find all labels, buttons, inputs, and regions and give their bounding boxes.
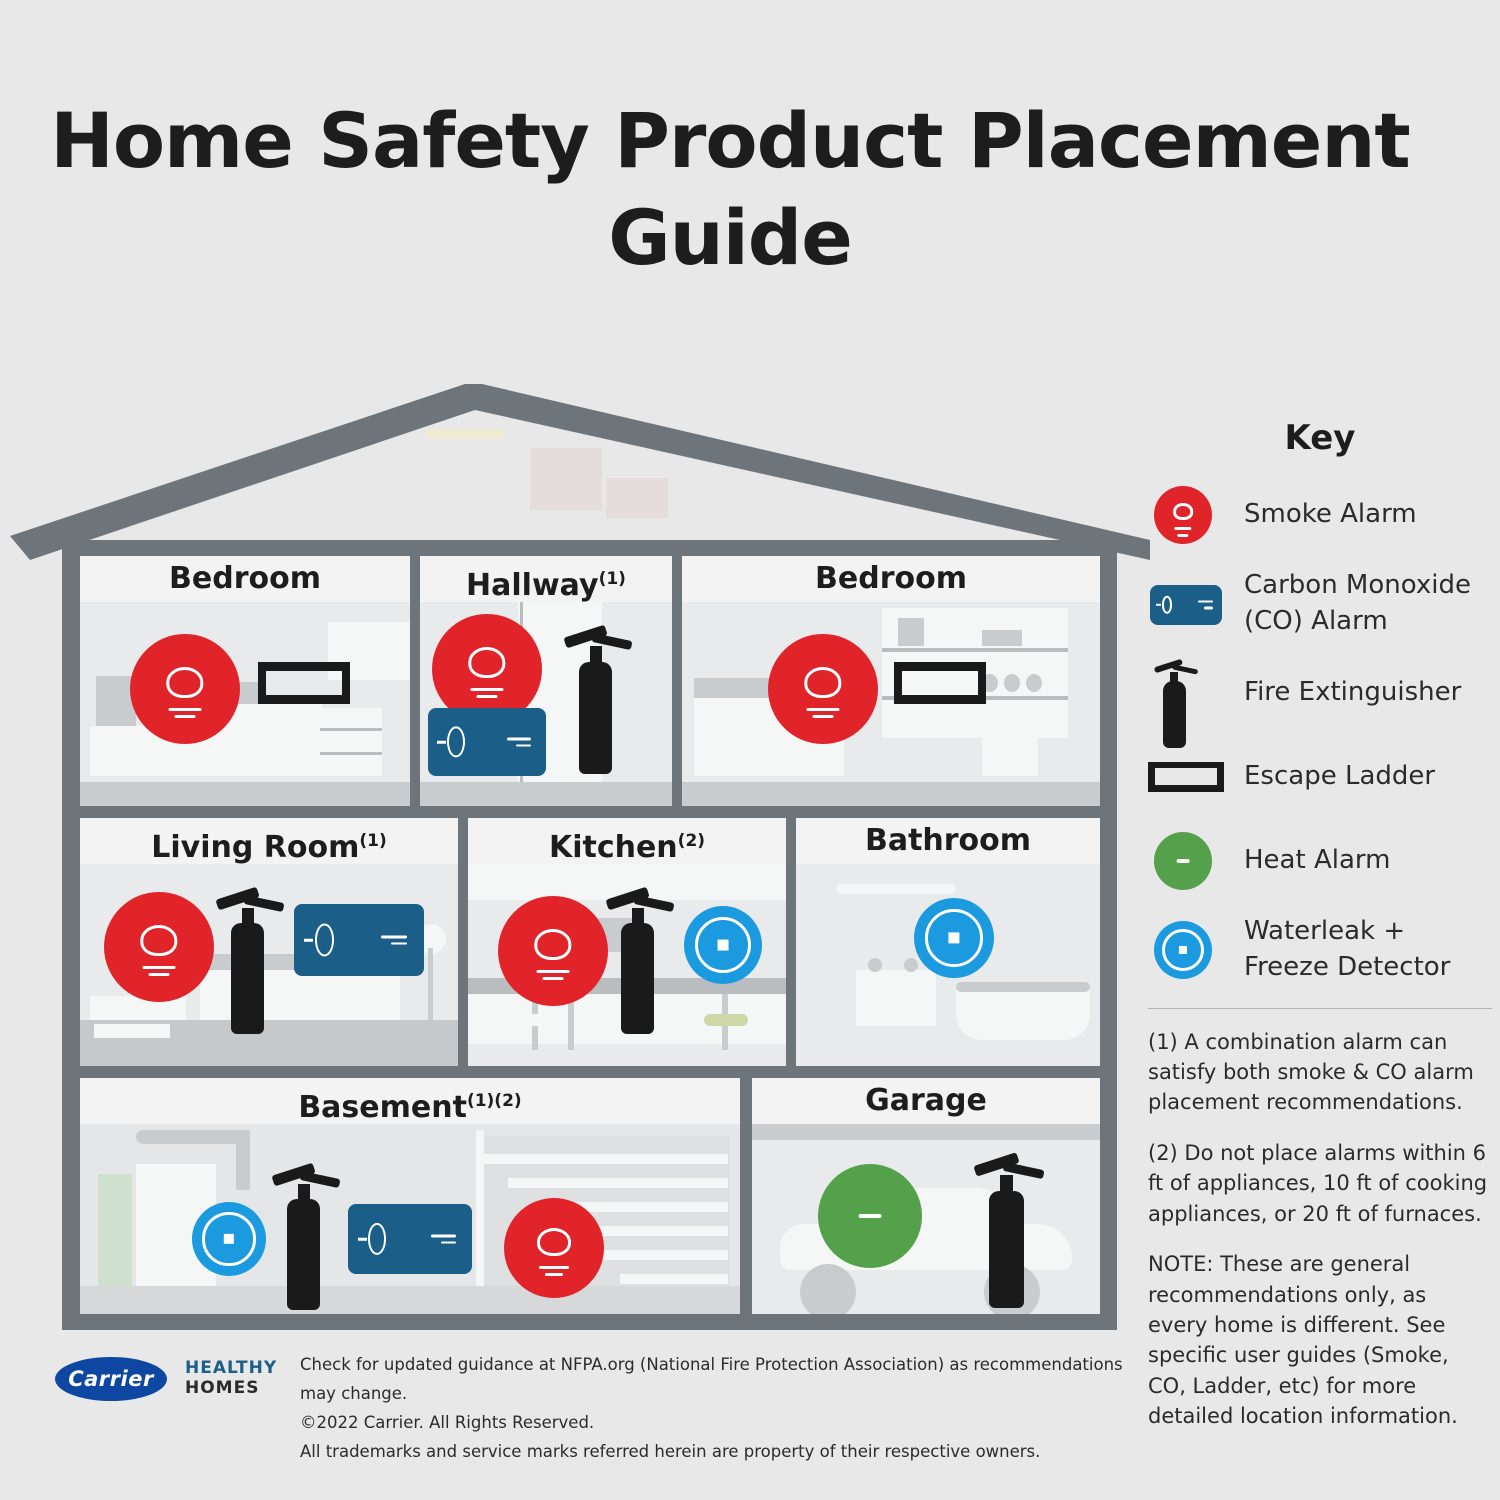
key-divider <box>1148 1008 1492 1009</box>
key-label-heat-alarm: Heat Alarm <box>1244 844 1391 875</box>
note-1: (1) A combination alarm can satisfy both smoke & CO alarm placement recommendations. <box>1148 1029 1474 1115</box>
room-basement <box>80 1078 740 1314</box>
key-label-co-alarm: Carbon Monoxide (CO) Alarm <box>1244 570 1471 636</box>
escape-ladder-bedroom-right <box>894 662 986 704</box>
key-panel <box>1148 418 1492 1452</box>
room-label-living-room-sup: (1) <box>359 831 387 851</box>
footer-line-1: Check for updated guidance at NFPA.org (National Fire Protection Association) as recommendations may change. <box>300 1355 1123 1403</box>
key-row-smoke-alarm <box>1148 484 1492 546</box>
room-hallway <box>420 556 672 806</box>
waterleak-freeze-detector-icon <box>1148 919 1244 981</box>
key-row-waterleak-detector <box>1148 914 1492 986</box>
key-title: Key <box>1284 418 1356 458</box>
room-garage <box>752 1078 1100 1314</box>
key-label-fire-extinguisher: Fire Extinguisher <box>1244 676 1462 707</box>
key-label-escape-ladder: Escape Ladder <box>1244 760 1436 791</box>
room-label-hallway-text: Hallway <box>466 568 599 603</box>
healthy-homes-logo <box>185 1359 277 1398</box>
house-walls <box>62 540 1117 1330</box>
carrier-logo: Carrier <box>55 1357 167 1401</box>
heat-alarm-icon <box>1148 830 1244 892</box>
escape-ladder-bedroom-left <box>258 662 350 704</box>
key-row-heat-alarm <box>1148 830 1492 892</box>
fire-extinguisher-living-room <box>220 884 280 1034</box>
waterleak-detector-kitchen <box>684 906 762 984</box>
room-bedroom-right <box>682 556 1100 806</box>
note-2: (2) Do not place alarms within 6 ft of appliances, 10 ft of cooking appliances, or 20 ft of furnaces. <box>1148 1140 1488 1226</box>
attic-box <box>606 478 668 518</box>
key-row-co-alarm <box>1148 568 1492 640</box>
fire-extinguisher-basement <box>276 1160 336 1310</box>
room-bedroom-left <box>80 556 410 806</box>
room-label-bathroom: Bathroom <box>796 818 1100 864</box>
waterleak-detector-basement <box>192 1202 266 1276</box>
room-living-room <box>80 818 458 1066</box>
co-alarm-icon <box>1148 573 1244 635</box>
footer-line-3: All trademarks and service marks referred herein are property of their respective owners. <box>300 1441 1041 1461</box>
key-row-escape-ladder <box>1148 746 1492 808</box>
room-label-garage: Garage <box>752 1078 1100 1124</box>
room-kitchen <box>468 818 786 1066</box>
smoke-alarm-basement <box>504 1198 604 1298</box>
house-diagram <box>10 380 1150 1340</box>
room-label-basement-sup: (1)(2) <box>466 1091 522 1111</box>
room-label-basement-text: Basement <box>298 1090 467 1125</box>
key-row-fire-extinguisher <box>1148 662 1492 724</box>
room-label-basement <box>80 1078 740 1124</box>
room-label-kitchen <box>468 818 786 864</box>
room-label-living-room-text: Living Room <box>151 830 360 865</box>
footer-line-2: ©2022 Carrier. All Rights Reserved. <box>300 1412 595 1432</box>
smoke-alarm-icon <box>1148 484 1244 546</box>
waterleak-detector-bathroom <box>914 898 994 978</box>
room-label-kitchen-text: Kitchen <box>548 830 678 865</box>
fire-extinguisher-kitchen <box>610 884 670 1034</box>
heat-alarm-garage <box>818 1164 922 1268</box>
healthy-homes-line1: HEALTHY <box>185 1358 278 1379</box>
escape-ladder-icon <box>1148 746 1244 808</box>
fire-extinguisher-hallway <box>568 622 628 774</box>
footer-text <box>300 1351 1140 1467</box>
smoke-alarm-bedroom-right <box>768 634 878 744</box>
key-label-waterleak-detector: Waterleak + Freeze Detector <box>1244 915 1451 982</box>
footer <box>0 1345 1140 1465</box>
room-label-bedroom-left: Bedroom <box>80 556 410 602</box>
key-label-smoke-alarm: Smoke Alarm <box>1244 499 1417 530</box>
room-label-bedroom-right: Bedroom <box>682 556 1100 602</box>
room-label-hallway-sup: (1) <box>598 569 626 589</box>
room-label-kitchen-sup: (2) <box>677 831 706 851</box>
page-title: Home Safety Product Placement Guide <box>50 96 1410 283</box>
room-label-living-room <box>80 818 458 864</box>
fire-extinguisher-icon <box>1148 662 1244 724</box>
healthy-homes-line2: HOMES <box>185 1378 260 1398</box>
room-label-hallway <box>420 556 672 602</box>
note-3: NOTE: These are general recommendations only, as every home is different. See specific user guides (Smoke, CO, Ladder, etc) for more detailed location information. <box>1148 1252 1458 1429</box>
attic-box <box>530 448 602 510</box>
smoke-alarm-bedroom-left <box>130 634 240 744</box>
co-alarm-hallway <box>428 708 546 776</box>
footer-logos <box>55 1357 277 1401</box>
attic-shelf <box>426 430 504 438</box>
smoke-alarm-kitchen <box>498 896 608 1006</box>
smoke-alarm-living-room <box>104 892 214 1002</box>
room-bathroom <box>796 818 1100 1066</box>
co-alarm-basement <box>348 1204 472 1274</box>
co-alarm-living-room <box>294 904 424 976</box>
fire-extinguisher-garage <box>978 1150 1040 1308</box>
